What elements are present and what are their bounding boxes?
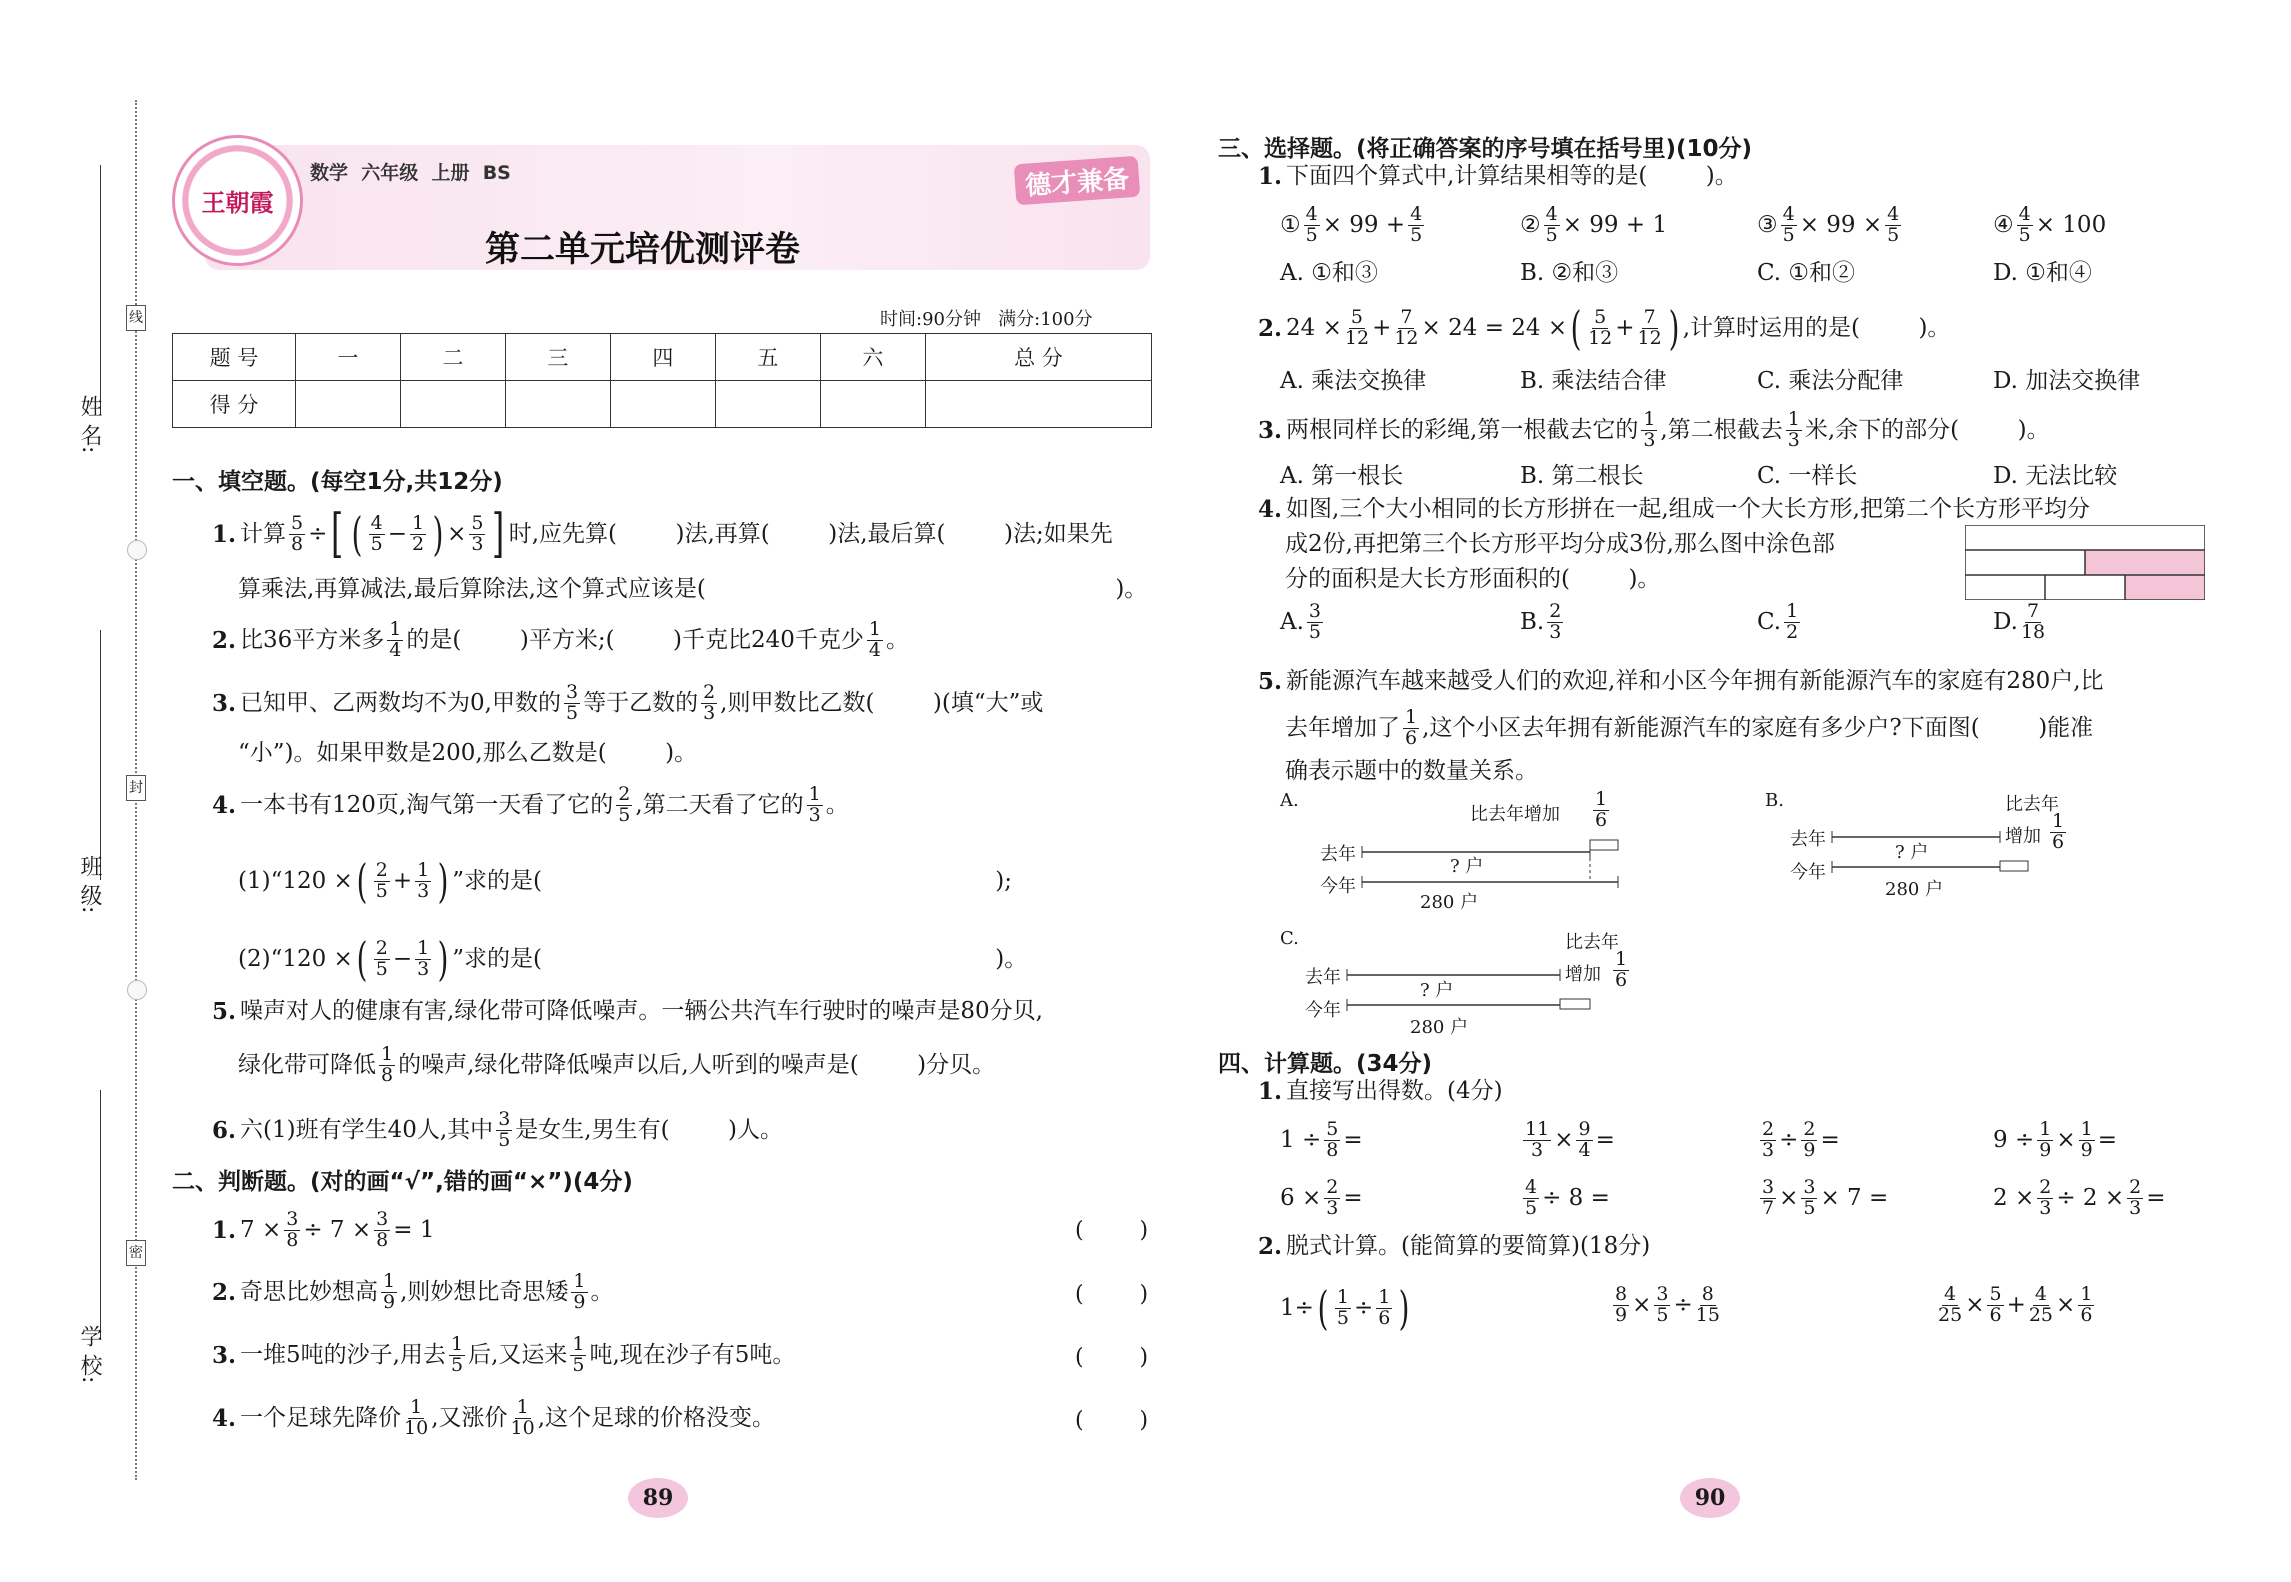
diagram-a-fraction: $\frac{1}{6}$ [1595,788,1608,831]
score-cell[interactable] [715,381,820,428]
score-cell[interactable] [925,381,1151,428]
score-header: 六 [820,334,925,381]
school-label: 学 校: [77,1325,102,1384]
s3-q1-opt1: ① $\frac{4}{5}$ × 99 + $\frac{4}{5}$ [1280,203,1423,246]
diagram-c-fraction: $\frac{1}{6}$ [1615,948,1628,991]
score-table [172,333,1152,428]
motto-badge: 德才兼备 [1014,156,1141,206]
calc-2: $\frac{11}{3}$ × $\frac{9}{4}$ = [1525,1118,1615,1161]
s1-q4-1: (1)“120 × ( $\frac{2}{5}$ + $\frac{1}{3}$ ) ”求的是( ); [238,854,1012,908]
page-number-left: 89 [628,1478,688,1518]
s3-q3-choice-b[interactable]: B. 第二根长 [1520,463,1644,489]
diagram-b-increase-1: 比去年 [2005,794,2059,815]
s2-q1: 1. 7 × $\frac{3}{8}$ ÷ 7 × $\frac{3}{8}$ = 1 [212,1208,435,1251]
s4-sub1: 1. 直接写出得数。(4分) [1258,1078,1503,1105]
diagram-c-increase-1: 比去年 [1565,932,1619,953]
score-row-label: 得 分 [173,381,296,428]
score-header: 一 [296,334,401,381]
diagram-b-fraction: $\frac{1}{6}$ [2052,810,2065,853]
s1-q3: 3. 已知甲、乙两数均不为0,甲数的 $\frac{3}{5}$ 等于乙数的 $\frac{2}{3}$ ,则甲数比乙数( )(填“大”或 [212,681,1044,724]
s3-q4-choice-d[interactable]: D. $\frac{7}{18}$ [1993,600,2046,643]
calc-5: 6 × $\frac{2}{3}$ = [1280,1176,1363,1219]
calc-9: 1÷ ( $\frac{1}{5}$ ÷ $\frac{1}{6}$ ) [1280,1281,1410,1335]
calc-4: 9 ÷ $\frac{1}{9}$ × $\frac{1}{9}$ = [1993,1118,2117,1161]
s3-q2-choice-a[interactable]: A. 乘法交换律 [1280,368,1427,394]
s3-q2: 2. 24 × $\frac{5}{12}$ + $\frac{7}{12}$ × 24 = 24 × ( $\frac{5}{12}$ + $\frac{7}{12}$ ) ,计算时运用的是( )。 [1258,301,1951,355]
s3-q3-choice-d[interactable]: D. 无法比较 [1993,463,2118,489]
s3-q1-choice-c[interactable]: C. ①和② [1757,260,1856,286]
seal-mark-mi: 密 [126,1240,146,1266]
subject-line: 数学 六年级 上册 BS [310,162,511,184]
calc-7: $\frac{3}{7}$ × $\frac{3}{5}$ × 7 = [1762,1176,1889,1219]
s3-q5: 5. 新能源汽车越来越受人们的欢迎,祥和小区今年拥有新能源汽车的家庭有280户,比 [1258,668,2104,695]
score-header: 题 号 [173,334,296,381]
calc-11: $\frac{4}{25}$ × $\frac{5}{6}$ + $\frac{4}{25}$ × $\frac{1}{6}$ [1938,1283,2093,1326]
diagram-c-last-year: 去年 [1305,967,1341,988]
diagram-b-unknown: ? 户 [1895,842,1929,863]
diagram-c-total: 280 户 [1410,1017,1469,1038]
score-header: 五 [715,334,820,381]
page-title: 第二单元培优测评卷 [485,230,801,270]
section2-title: 二、判断题。(对的画“√”,错的画“×”)(4分) [172,1169,633,1195]
calc-6: $\frac{4}{5}$ ÷ 8 = [1525,1176,1610,1219]
s2-q4: 4. 一个足球先降价 $\frac{1}{10}$ ,又涨价 $\frac{1}{10}$ ,这个足球的价格没变。 [212,1396,776,1439]
score-cell[interactable] [610,381,715,428]
s3-q1: 1. 下面四个算式中,计算结果相等的是( )。 [1258,163,1738,190]
s3-q2-choice-d[interactable]: D. 加法交换律 [1993,368,2141,394]
s1-q4: 4. 一本书有120页,淘气第一天看了它的 $\frac{2}{5}$ ,第二天看了它的 $\frac{1}{3}$ 。 [212,783,849,826]
diagram-c-increase-2: 增加 [1565,964,1601,985]
time-info: 时间:90分钟 满分:100分 [880,309,1093,330]
s3-q2-choice-b[interactable]: B. 乘法结合律 [1520,368,1667,394]
score-header: 四 [610,334,715,381]
s1-q4-2: (2)“120 × ( $\frac{2}{5}$ − $\frac{1}{3}$ ) ”求的是( )。 [238,932,1028,986]
diagram-b-increase-2: 增加 [2005,826,2041,847]
diagram-a-last-year: 去年 [1320,844,1356,865]
diagram-a-increase: 比去年增加 [1470,804,1560,825]
diagram-a-unknown: ? 户 [1450,856,1484,877]
diagram-a-this-year: 今年 [1320,876,1356,897]
s3-q1-choice-d[interactable]: D. ①和④ [1993,260,2092,286]
binding-hole [127,540,147,560]
s2-q1-answer[interactable]: ( ) [1075,1218,1149,1243]
s2-q2: 2. 奇思比妙想高 $\frac{1}{9}$ ,则妙想比奇思矮 $\frac{1}{9}$ 。 [212,1270,614,1313]
s3-q5-line3: 确表示题中的数量关系。 [1285,758,1538,784]
s3-q3-choice-c[interactable]: C. 一样长 [1757,463,1858,489]
s1-q3-cont: “小”)。如果甲数是200,那么乙数是( )。 [238,740,698,766]
s1-q6: 6. 六(1)班有学生40人,其中 $\frac{3}{5}$ 是女生,男生有( )人。 [212,1108,784,1151]
score-cell[interactable] [296,381,401,428]
class-label: 班 级: [77,855,102,914]
score-cell[interactable] [505,381,610,428]
calc-3: $\frac{2}{3}$ ÷ $\frac{2}{9}$ = [1762,1118,1840,1161]
diagram-a-label: A. [1280,790,1299,811]
score-header: 二 [400,334,505,381]
s3-q3-choice-a[interactable]: A. 第一根长 [1280,463,1404,489]
s3-q1-opt3: ③ $\frac{4}{5}$ × 99 × $\frac{4}{5}$ [1757,203,1900,246]
section3-title: 三、选择题。(将正确答案的序号填在括号里)(10分) [1218,136,1753,162]
s3-q1-choice-b[interactable]: B. ②和③ [1520,260,1619,286]
diagram-c-unknown: ? 户 [1420,980,1454,1001]
seal-mark-xian: 线 [126,305,146,331]
diagram-a-total: 280 户 [1420,892,1479,913]
s3-q4-line2: 成2份,再把第三个长方形平均分成3份,那么图中涂色部 [1285,531,1835,557]
section4-title: 四、计算题。(34分) [1218,1051,1433,1077]
logo [172,135,303,266]
s3-q4-choice-a[interactable]: A. $\frac{3}{5}$ [1280,600,1322,643]
s3-q1-choice-a[interactable]: A. ①和③ [1280,260,1378,286]
diagram-c-label: C. [1280,928,1299,949]
s3-q2-choice-c[interactable]: C. 乘法分配律 [1757,368,1904,394]
s2-q4-answer[interactable]: ( ) [1075,1408,1149,1433]
calc-1: 1 ÷ $\frac{5}{8}$ = [1280,1118,1363,1161]
diagram-b-label: B. [1765,790,1784,811]
s3-q3: 3. 两根同样长的彩绳,第一根截去它的 $\frac{1}{3}$ ,第二根截去 $\frac{1}{3}$ 米,余下的部分( )。 [1258,408,2050,451]
s2-q3-answer[interactable]: ( ) [1075,1345,1149,1370]
score-cell[interactable] [400,381,505,428]
rectangle-figure [1965,525,2205,600]
score-header: 三 [505,334,610,381]
s3-q4-choice-c[interactable]: C. $\frac{1}{2}$ [1757,600,1799,643]
name-label: 姓 名: [77,395,102,454]
diagram-c-this-year: 今年 [1305,1000,1341,1021]
diagram-b-last-year: 去年 [1790,829,1826,850]
name-underline [100,165,101,415]
school-underline [100,1090,101,1340]
s2-q3: 3. 一堆5吨的沙子,用去 $\frac{1}{5}$ 后,又运来 $\frac{1}{5}$ 吨,现在沙子有5吨。 [212,1333,796,1376]
s3-q5-line2: 去年增加了 $\frac{1}{6}$ ,这个小区去年拥有新能源汽车的家庭有多少户?下面图( )能准 [1285,706,2094,749]
s1-q2: 2. 比36平方米多 $\frac{1}{4}$ 的是( )平方米;( )千克比240千克少 $\frac{1}{4}$ 。 [212,618,910,661]
calc-8: 2 × $\frac{2}{3}$ ÷ 2 × $\frac{2}{3}$ = [1993,1176,2166,1219]
binding-hole [127,980,147,1000]
diagram-a[interactable] [1280,788,1640,913]
s1-q5-cont: 绿化带可降低 $\frac{1}{8}$ 的噪声,绿化带降低噪声以后,人听到的噪声是( )分贝。 [238,1043,996,1086]
s1-q1: 1. 计算 $\frac{5}{8}$ ÷ [ ( $\frac{4}{5}$ − $\frac{1}{2}$ ) × $\frac{5}{3}$ ] 时,应先算( )法,再算( )法,最后算( )法;如果先 [212,504,1113,564]
score-header: 总 分 [925,334,1151,381]
section1-title: 一、填空题。(每空1分,共12分) [172,469,503,495]
seal-mark-feng: 封 [126,775,146,801]
s1-q1-cont: 算乘法,再算减法,最后算除法,这个算式应该是( )。 [238,576,1148,602]
score-cell[interactable] [820,381,925,428]
s3-q1-opt4: ④ $\frac{4}{5}$ × 100 [1993,203,2107,246]
s1-q5: 5. 噪声对人的健康有害,绿化带可降低噪声。一辆公共汽车行驶时的噪声是80分贝, [212,998,1043,1025]
diagram-b[interactable] [1765,790,2065,900]
s3-q4-choice-b[interactable]: B. $\frac{2}{3}$ [1520,600,1562,643]
calc-10: $\frac{8}{9}$ × $\frac{3}{5}$ ÷ $\frac{8}{15}$ [1615,1283,1720,1326]
diagram-c[interactable] [1280,928,1660,1038]
s3-q4-line3: 分的面积是大长方形面积的( )。 [1285,566,1661,592]
diagram-b-this-year: 今年 [1790,862,1826,883]
page-number-right: 90 [1680,1478,1740,1518]
class-underline [100,630,101,880]
logo-text: 王朝霞 [201,189,274,217]
diagram-b-total: 280 户 [1885,879,1944,900]
s3-q1-opt2: ② $\frac{4}{5}$ × 99 + 1 [1520,203,1668,246]
s4-sub2: 2. 脱式计算。(能简算的要简算)(18分) [1258,1233,1651,1260]
s3-q4: 4. 如图,三个大小相同的长方形拼在一起,组成一个大长方形,把第二个长方形平均分 [1258,496,2090,523]
s2-q2-answer[interactable]: ( ) [1075,1282,1149,1307]
